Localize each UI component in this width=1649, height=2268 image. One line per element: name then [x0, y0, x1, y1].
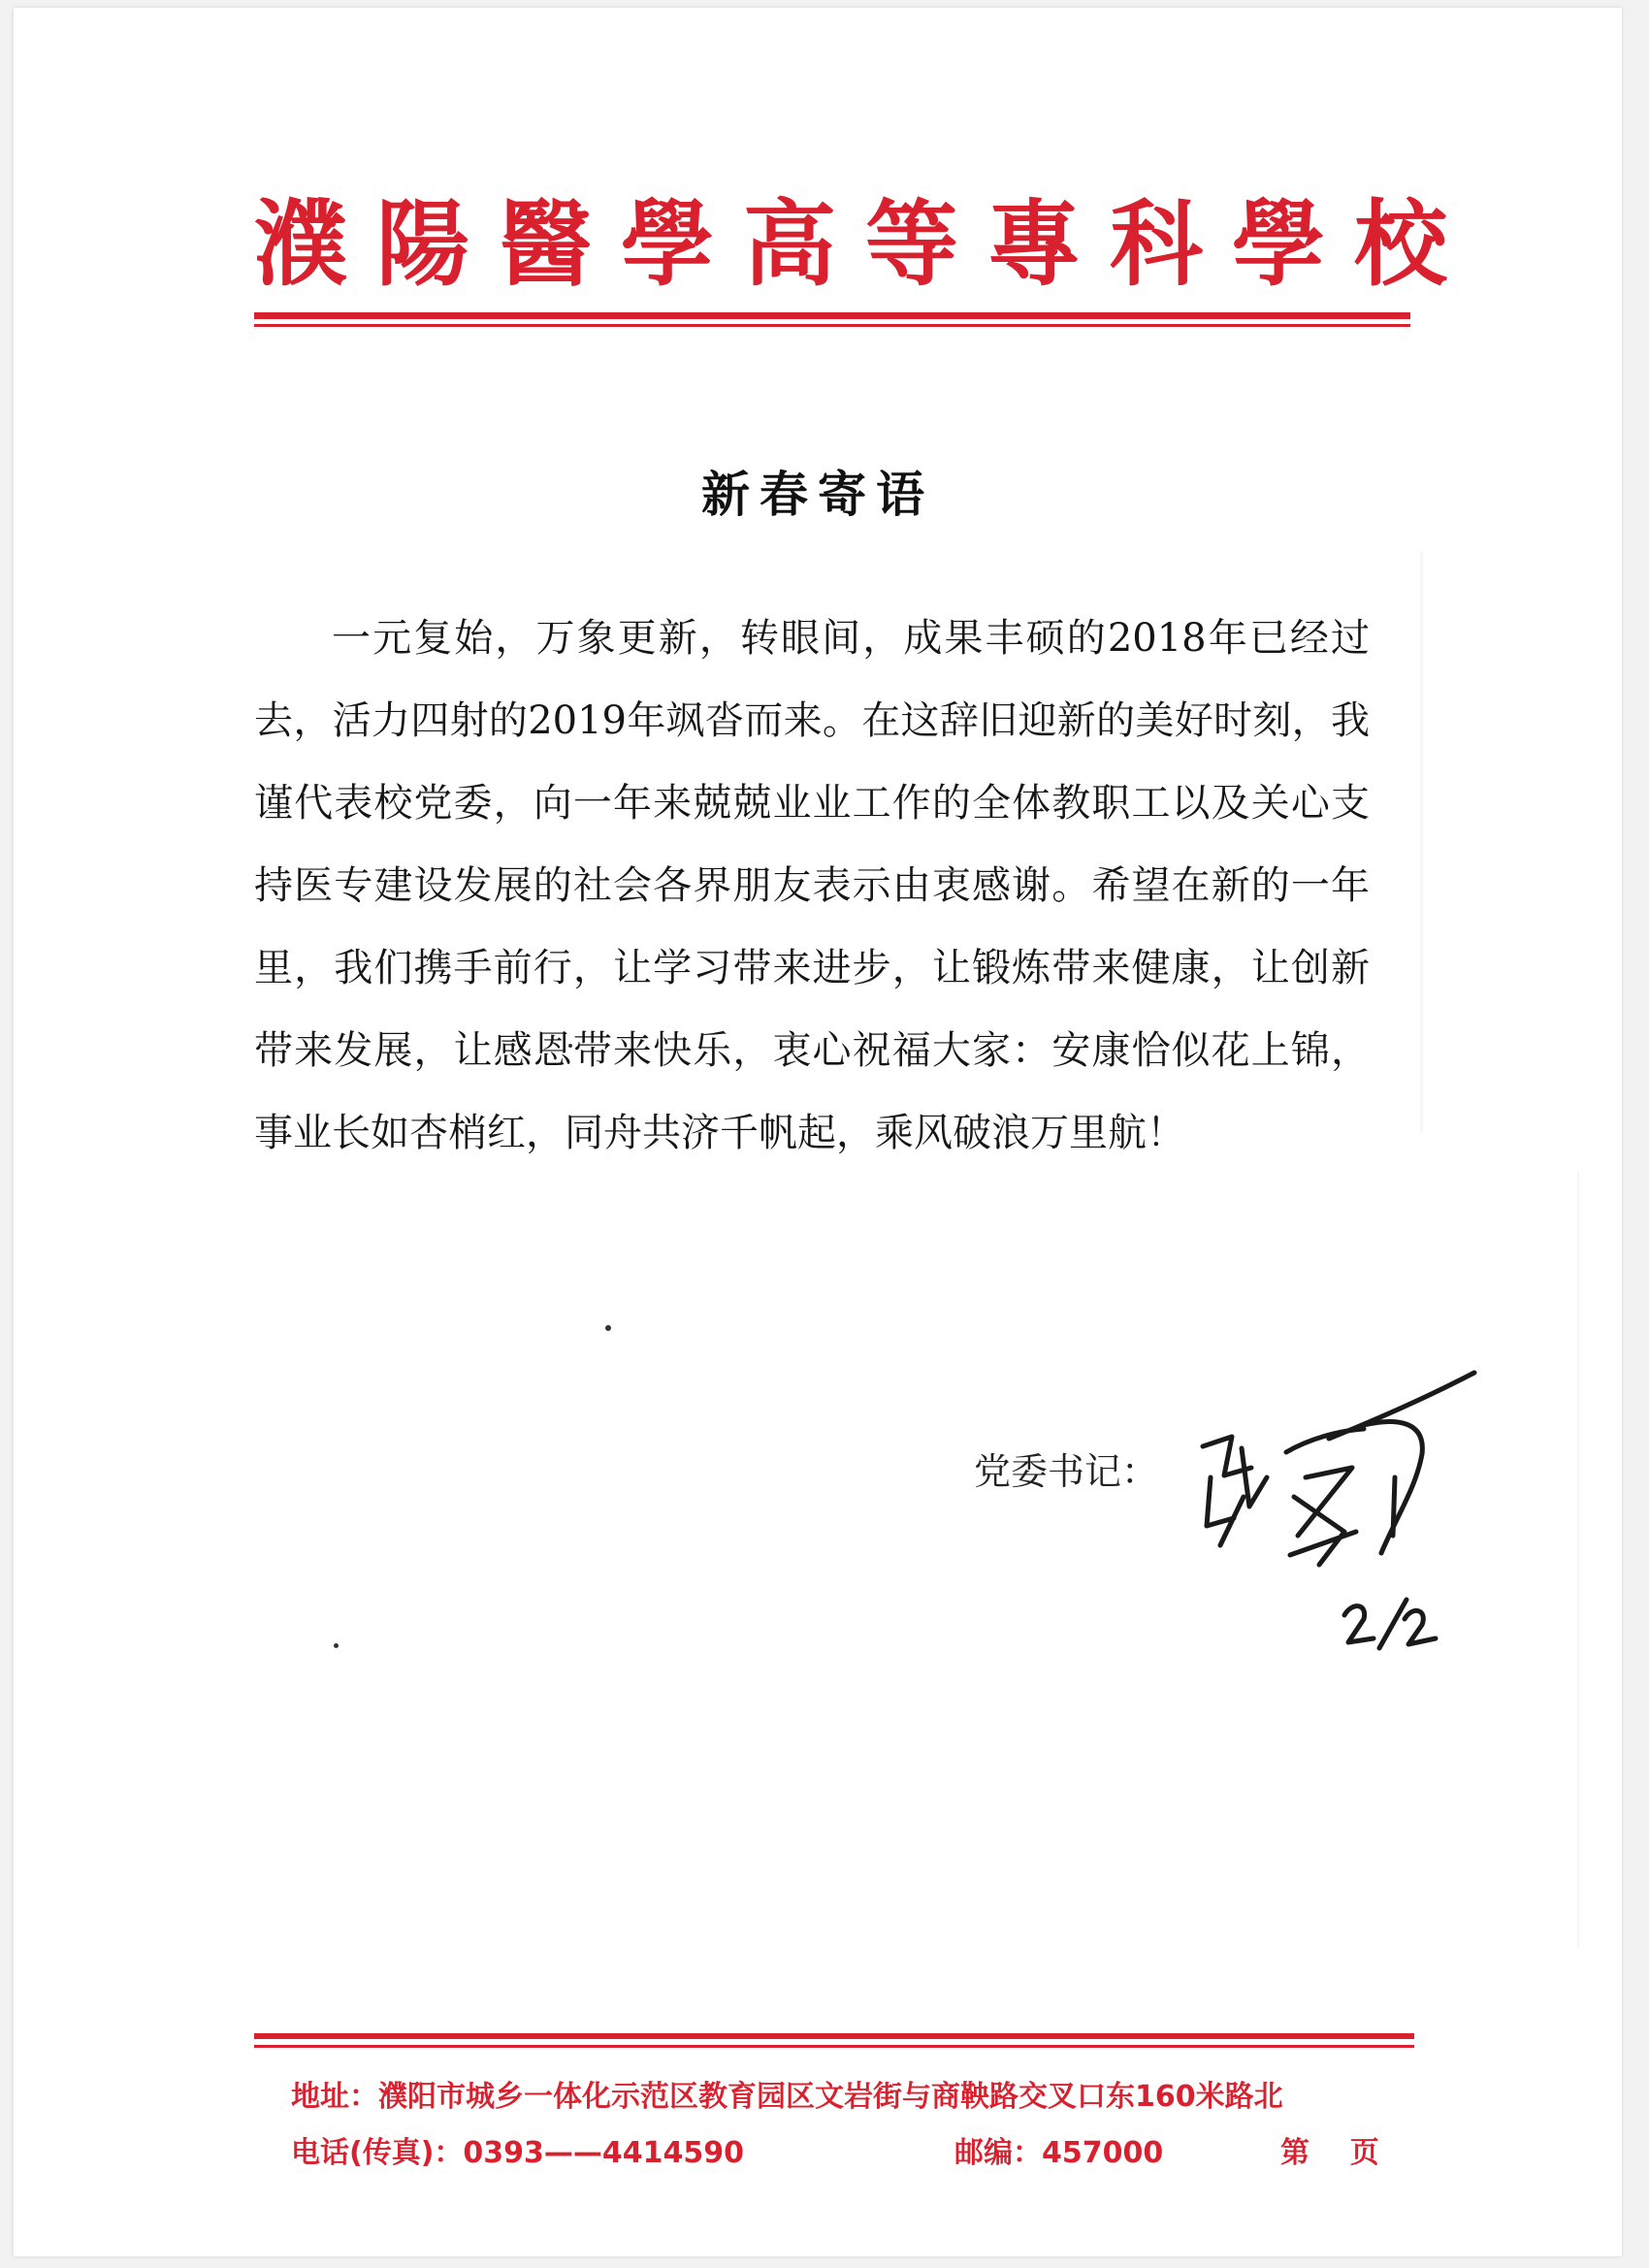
scan-speck — [605, 1325, 611, 1331]
school-letterhead: 濮陽醫學高等專科學校 — [254, 189, 1476, 299]
footer-page-number: 第 页 — [1280, 2136, 1379, 2170]
footer-address: 地址：濮阳市城乡一体化示范区教育园区文岩街与商鞅路交叉口东160米路北 — [291, 2080, 1283, 2114]
footer-rule-thick — [254, 2033, 1414, 2039]
letterhead-rule-thin — [254, 324, 1410, 327]
footer-rule-thin — [254, 2045, 1414, 2048]
footer-postcode: 邮编：457000 — [954, 2136, 1164, 2170]
letterhead-rule-thick — [254, 312, 1410, 319]
scan-shadow-edge — [1577, 1172, 1579, 1948]
scan-speck — [334, 1643, 339, 1648]
document-title: 新春寄语 — [701, 466, 934, 523]
letter-page — [14, 8, 1622, 2256]
letter-body: 一元复始，万象更新，转眼间，成果丰硕的2018年已经过去，活力四射的2019年飒沓而来。在这辞旧迎新的美好时刻，我谨代表校党委，向一年来兢兢业业工作的全体教职工以及关心支持医专建设发展的社会各界朋友表示由衷感谢。希望在新的一年里，我们携手前行，让学习带来进步，让锻炼带来健康，让创新带来发展，让感恩带来快乐，衷心祝福大家：安康恰似花上锦，事业长如杏梢红，同舟共济千帆起，乘风破浪万里航！ — [254, 616, 1370, 1155]
footer-contact-row — [291, 2128, 1397, 2170]
handwritten-signature — [1174, 1361, 1494, 1681]
footer-phone: 电话(传真)：0393——4414590 — [291, 2136, 745, 2170]
scan-shadow — [1420, 551, 1423, 1133]
signature-label: 党委书记： — [974, 1450, 1159, 1493]
